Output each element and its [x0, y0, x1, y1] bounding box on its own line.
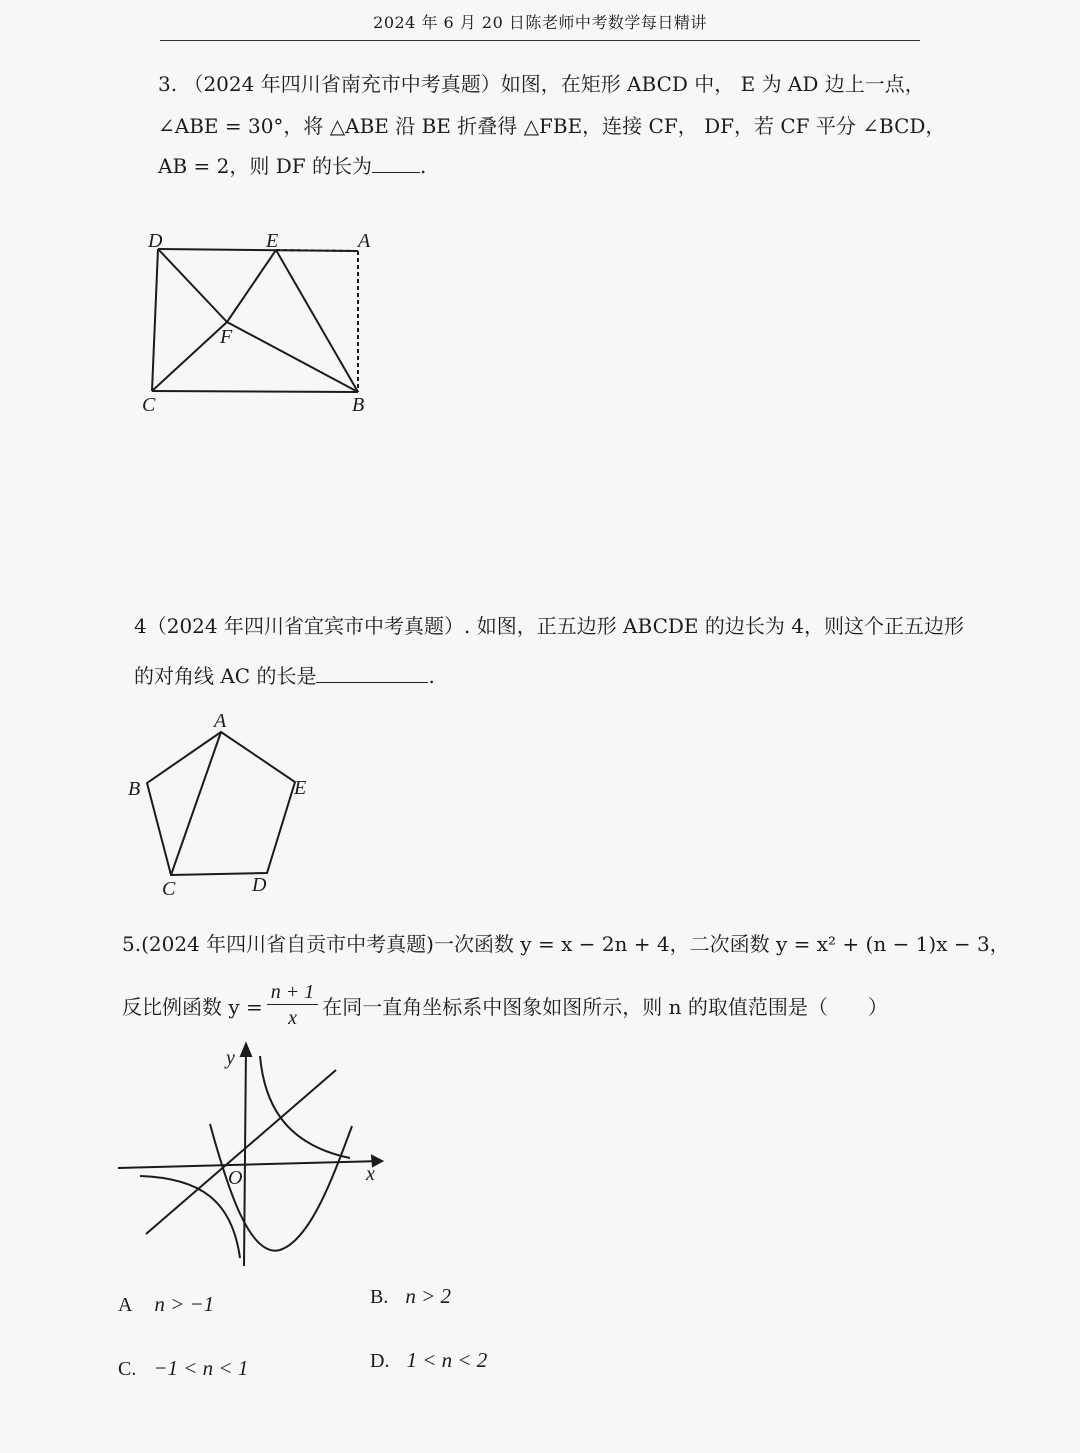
label-b: B: [352, 394, 365, 416]
q5-line-2-post: 在同一直角坐标系中图象如图所示，则 n 的取值范围是（ ）: [322, 995, 888, 1019]
option-d-text: 1 < n < 2: [406, 1348, 488, 1372]
header-rule: [160, 40, 920, 41]
label-c: C: [142, 394, 156, 416]
q3-line-3-end: .: [419, 154, 427, 178]
y-axis-arrow: [241, 1044, 251, 1056]
q4-line-2: [134, 660, 435, 689]
label-a: A: [358, 230, 371, 252]
segment-dc: [152, 249, 158, 391]
q5-line-2-pre: 反比例函数 y =: [122, 995, 263, 1019]
hyperbola-branch-2: [140, 1176, 240, 1258]
x-axis: [118, 1161, 382, 1168]
answer-blank-q4[interactable]: [316, 682, 428, 683]
option-b-letter: B.: [370, 1286, 389, 1308]
label-c: C: [162, 878, 176, 900]
answer-blank-q3[interactable]: [372, 172, 420, 173]
option-a-letter: A: [118, 1294, 132, 1316]
option-b-text: n > 2: [405, 1284, 452, 1308]
q5-line-1: 5.(2024 年四川省自贡市中考真题)一次函数 y = x − 2n + 4，二次函数 y = x² + (n − 1)x − 3，: [122, 932, 1010, 956]
label-x: x: [366, 1163, 375, 1185]
page-header: 2024 年 6 月 20 日陈老师中考数学每日精讲: [373, 13, 707, 32]
label-origin: O: [228, 1167, 243, 1189]
fraction: [267, 980, 319, 1031]
label-d: D: [148, 230, 163, 252]
y-axis: [244, 1046, 246, 1266]
q3-line-3-text: AB = 2，则 DF 的长为: [158, 154, 372, 178]
q3-line-3: [158, 150, 426, 179]
fraction-numerator: n + 1: [267, 980, 319, 1005]
q5-function-graph: [110, 1040, 400, 1280]
q3-line-1: 3. （2024 年四川省南充市中考真题）如图，在矩形 ABCD 中， E 为 AD 边上一点，: [158, 72, 925, 96]
segment-df: [158, 249, 227, 322]
segment-ef: [227, 250, 276, 322]
segment-cb: [152, 391, 358, 392]
option-b[interactable]: [370, 1284, 451, 1309]
option-c-letter: C.: [118, 1358, 137, 1380]
label-f: F: [220, 326, 233, 348]
pentagon-outline: [147, 732, 295, 875]
option-c[interactable]: [118, 1356, 248, 1381]
linear-function-line: [146, 1070, 336, 1234]
label-d: D: [252, 874, 267, 896]
segment-cf: [152, 322, 227, 391]
q3-line-2: ∠ABE = 30°，将 △ABE 沿 BE 折叠得 △FBE，连接 CF， DF，若 CF 平分 ∠BCD，: [158, 114, 946, 138]
label-b: B: [128, 778, 141, 800]
label-e: E: [266, 230, 279, 252]
option-a[interactable]: [118, 1292, 214, 1317]
q4-line-2-text: 的对角线 AC 的长是: [134, 664, 317, 688]
q4-pentagon-figure: [120, 705, 330, 900]
label-e: E: [294, 777, 307, 799]
label-y: y: [226, 1047, 235, 1069]
diagonal-ac: [171, 732, 221, 875]
option-d[interactable]: [370, 1348, 487, 1373]
option-d-letter: D.: [370, 1350, 390, 1372]
option-a-text: n > −1: [154, 1292, 215, 1316]
q4-line-2-end: .: [428, 664, 435, 688]
q3-rectangle-figure: [130, 225, 410, 425]
option-c-text: −1 < n < 1: [153, 1356, 249, 1380]
q4-line-1: 4（2024 年四川省宜宾市中考真题）. 如图，正五边形 ABCDE 的边长为 4，则这个正五边形: [134, 614, 964, 638]
q5-line-2: [122, 980, 888, 1031]
fraction-denominator: x: [288, 1007, 297, 1029]
hyperbola-branch-1: [260, 1056, 350, 1158]
label-a: A: [214, 710, 227, 732]
